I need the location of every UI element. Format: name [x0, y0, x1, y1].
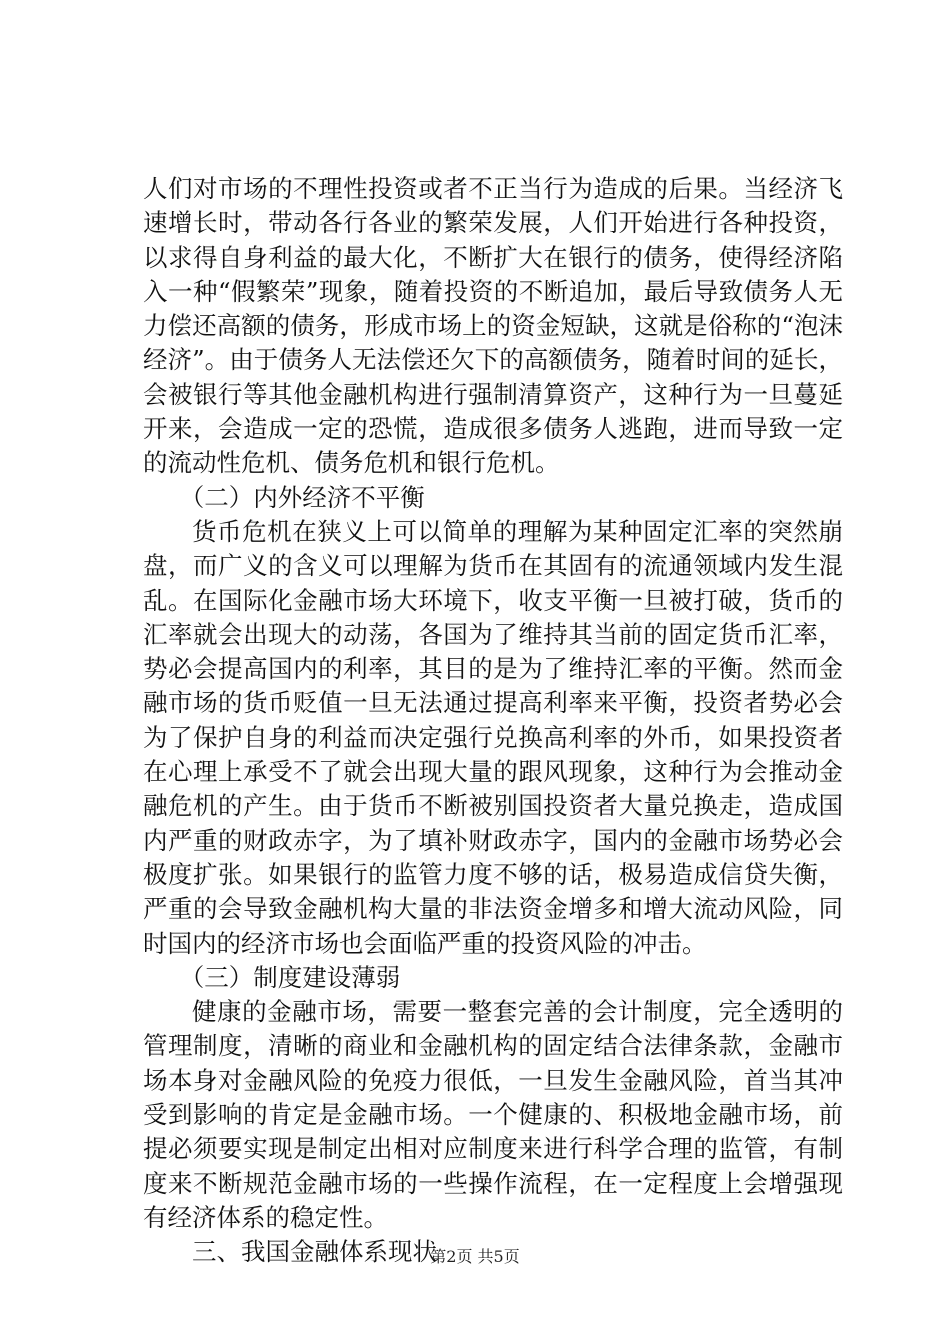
document-body: [143, 172, 843, 1270]
subheading-internal-external-imbalance: （二）内外经济不平衡: [179, 482, 425, 512]
page-footer: 第2页 共5页: [430, 1247, 520, 1266]
paragraph-currency-crisis: 货币危机在狭义上可以简单的理解为某种固定汇率的突然崩盘，而广义的含义可以理解为货币在其固有的流通领域内发生混乱。在国际化金融市场大环境下，收支平衡一旦被打破，货币的汇率就会出现大的动荡，各国为了维持其当前的固定货币汇率，势必会提高国内的利率，其目的是为了维持汇率的平衡。然而金融市场的货币贬值一旦无法通过提高利率来平衡，投资者势必会为了保护自身的利益而决定强行兑换高利率的外币，如果投资者在心理上承受不了就会出现大量的跟风现象，这种行为会推动金融危机的产生。由于货币不断被别国投资者大量兑换走，造成国内严重的财政赤字，为了填补财政赤字，国内的金融市场势必会极度扩张。如果银行的监管力度不够的话，极易造成信贷失衡，严重的会导致金融机构大量的非法资金增多和增大流动风险，同时国内的经济市场也会面临严重的投资风险的冲击。: [143, 516, 843, 958]
subheading-weak-institutions: （三）制度建设薄弱: [179, 962, 401, 992]
paragraph-institution-building: 健康的金融市场，需要一整套完善的会计制度，完全透明的管理制度，清晰的商业和金融机构的固定结合法律条款，金融市场本身对金融风险的免疫力很低，一旦发生金融风险，首当其冲受到影响的肯定是金融市场。一个健康的、积极地金融市场，前提必须要实现是制定出相对应制度来进行科学合理的监管，有制度来不断规范金融市场的一些操作流程，在一定程度上会增强现有经济体系的稳定性。: [143, 997, 843, 1232]
paragraph-continued: 人们对市场的不理性投资或者不正当行为造成的后果。当经济飞速增长时，带动各行各业的繁荣发展，人们开始进行各种投资，以求得自身利益的最大化，不断扩大在银行的债务，使得经济陷入一种“假繁荣”现象，随着投资的不断追加，最后导致债务人无力偿还高额的债务，形成市场上的资金短缺，这就是俗称的“泡沫经济”。由于债务人无法偿还欠下的高额债务，随着时间的延长，会被银行等其他金融机构进行强制清算资产，这种行为一旦蔓延开来，会造成一定的恐慌，造成很多债务人逃跑，进而导致一定的流动性危机、债务危机和银行危机。: [143, 174, 843, 478]
section-heading-financial-system-status: 三、我国金融体系现状: [192, 1237, 437, 1267]
